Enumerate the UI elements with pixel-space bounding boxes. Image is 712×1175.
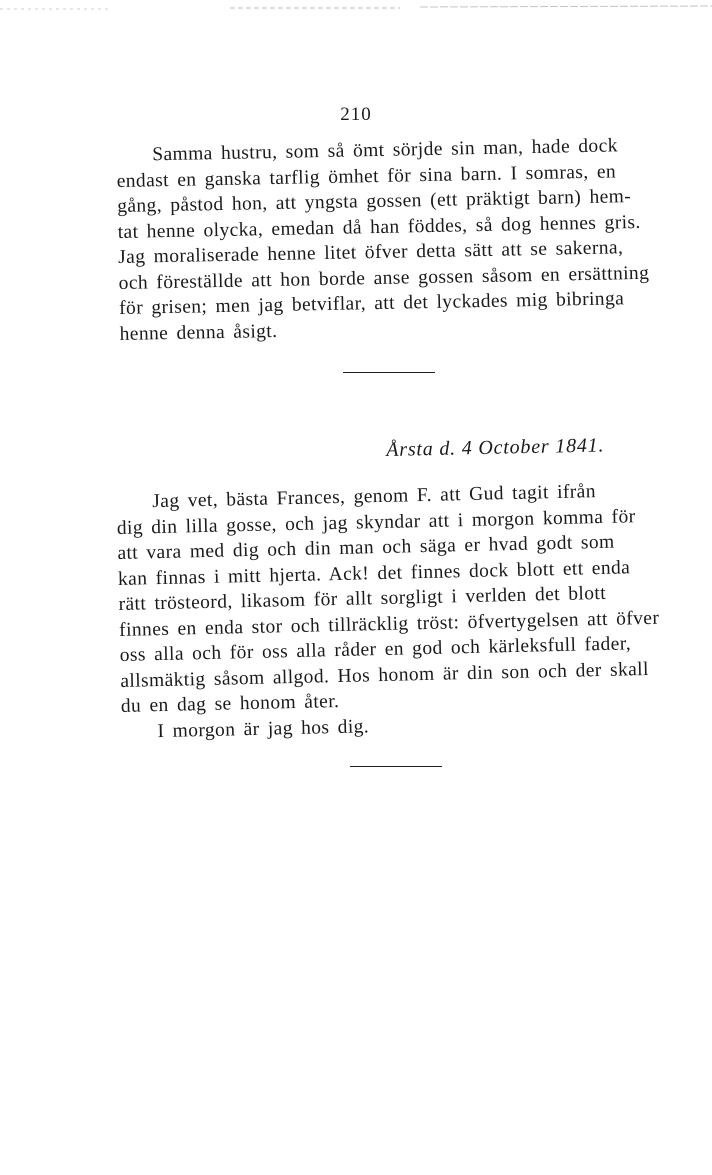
- letter-line: oss alla och för oss alla råder en god och kärleksfull fader,: [119, 633, 632, 666]
- section-divider: [343, 372, 435, 373]
- letter-line: allsmäktig såsom allgod. Hos honom är din son och der skall: [120, 658, 650, 692]
- paragraph-line: Samma hustru, som så ömt sörjde sin man, hade dock: [152, 135, 619, 166]
- paragraph-1: [116, 133, 660, 347]
- letter-line: kan finnas i mitt hjerta. Ack! det finnes dock blott ett enda: [117, 556, 631, 590]
- paragraph-line: Jag moraliserade henne litet öfver detta sätt att se sakerna,: [117, 237, 624, 268]
- letter-closing: I morgon är jag hos dig.: [157, 715, 370, 742]
- letter-line: rätt trösteord, likasom för allt sorgligt i verlden det blott: [118, 582, 607, 615]
- paragraph-line: och föreställde att hon borde anse gossen såsom en ersättning: [118, 262, 650, 294]
- letter-line: dig din lilla gosse, och jag skyndar att i morgon komma för: [116, 505, 636, 539]
- paragraph-line: henne denna åsigt.: [119, 320, 278, 345]
- letter-body: [116, 478, 662, 745]
- paragraph-line: för grisen; men jag betviflar, att det lyckades mig bibringa: [118, 288, 625, 319]
- letter-line: du en dag se honom åter.: [120, 690, 340, 717]
- scan-edge-marks: [0, 3, 712, 13]
- letter-line: att vara med dig och din man och säga er hvad godt som: [117, 531, 615, 564]
- page-number: 210: [340, 104, 372, 125]
- paragraph-line: gång, påstod hon, att yngsta gossen (ett präktigt barn) hem-: [117, 186, 632, 217]
- end-divider: [350, 766, 442, 767]
- letter-line: Jag vet, bästa Frances, genom F. att Gud tagit ifrån: [152, 481, 597, 513]
- paragraph-line: endast en ganska tarflig ömhet för sina barn. I somras, en: [116, 160, 617, 192]
- letter-dateline: Årsta d. 4 October 1841.: [386, 434, 605, 461]
- letter-line: finnes en enda stor och tillräcklig tröst: öfvertygelsen att öfver: [118, 607, 660, 641]
- paragraph-line: tat henne olycka, emedan då han föddes, så dog hennes gris.: [117, 211, 641, 243]
